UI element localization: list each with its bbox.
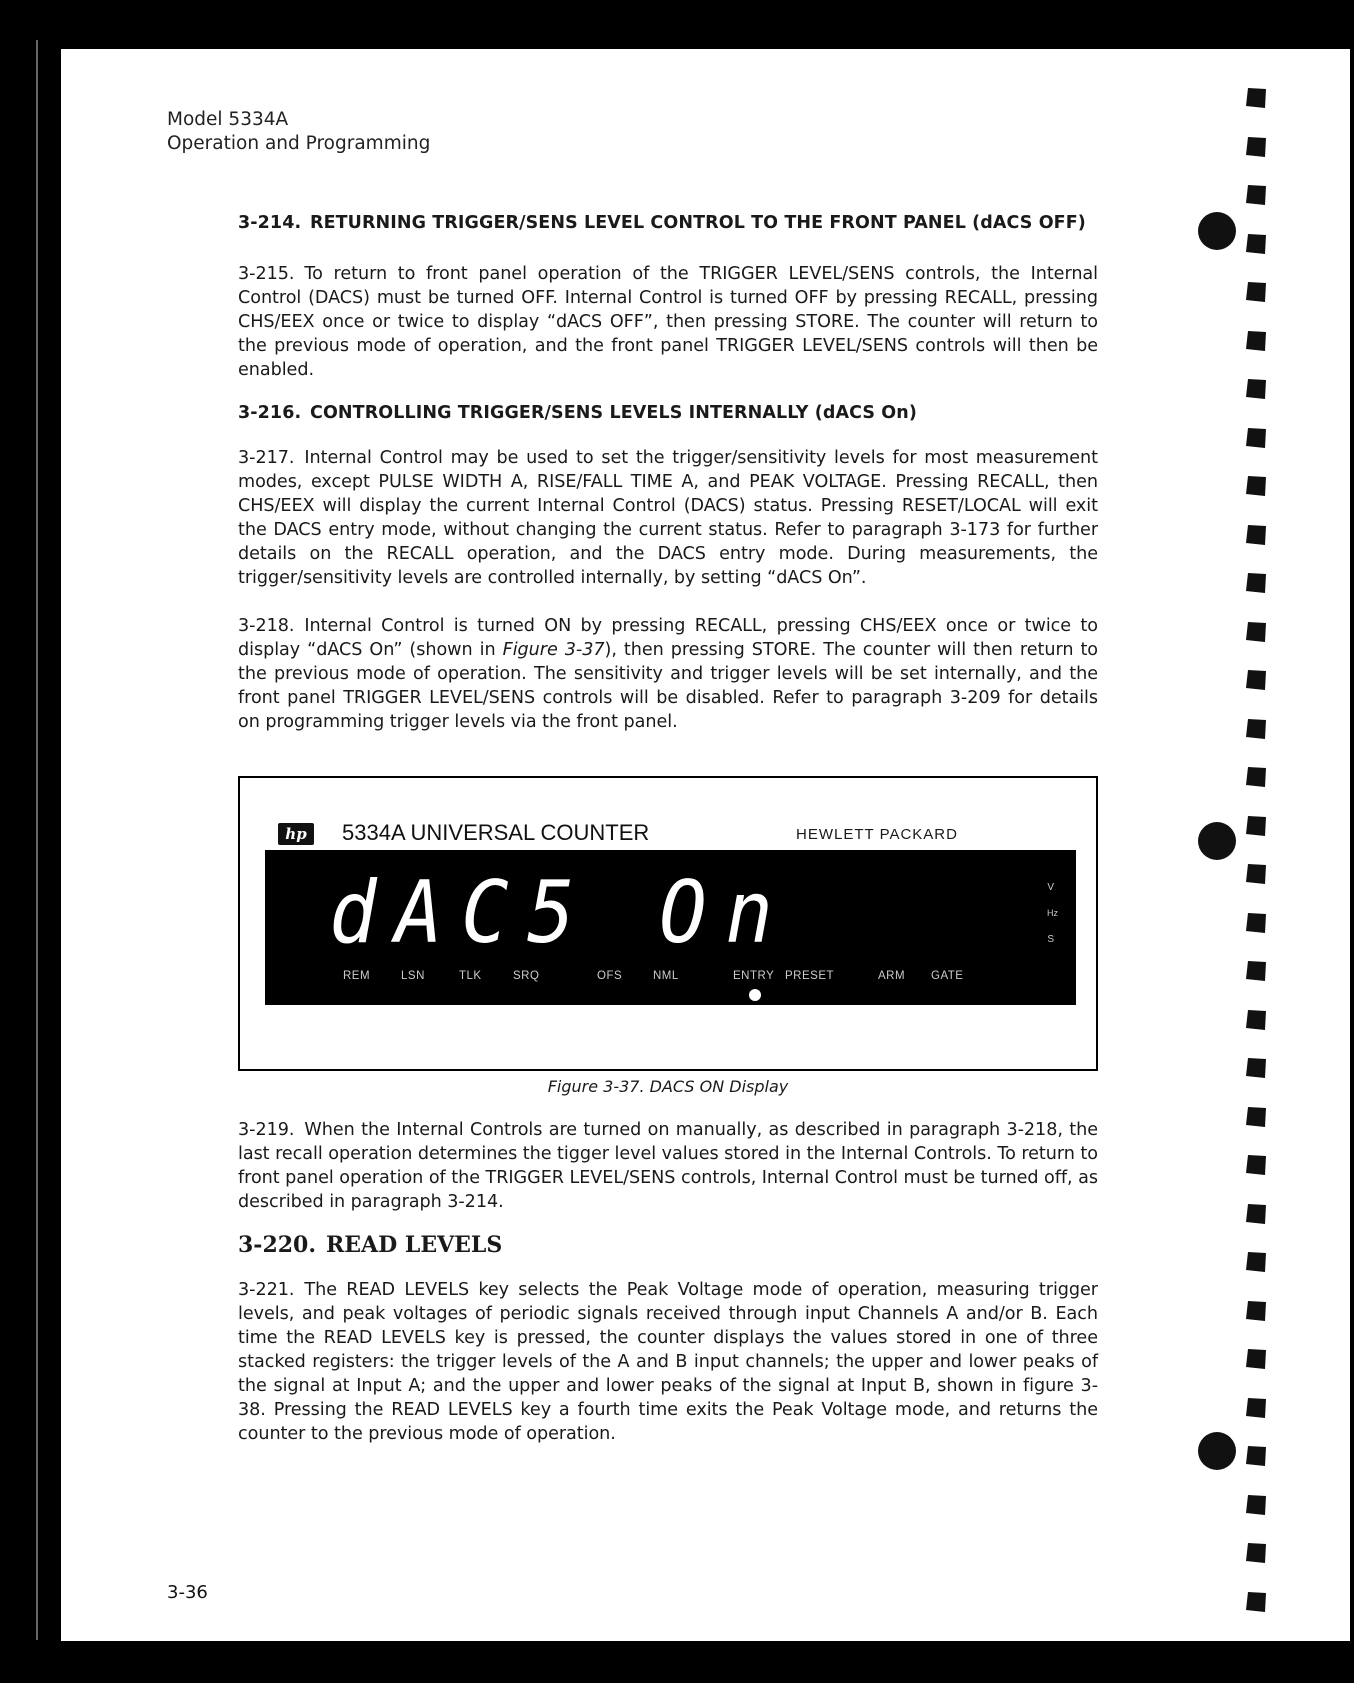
- binding-mark: [1246, 379, 1266, 399]
- binding-mark: [1246, 1301, 1266, 1321]
- section-heading-3-216: [238, 402, 1098, 424]
- binding-mark: [1246, 1398, 1266, 1418]
- figure-3-37: [238, 776, 1098, 1071]
- binding-mark: [1246, 767, 1266, 787]
- hp-logo: hp: [278, 823, 314, 845]
- annunciator-rem: REM: [343, 970, 371, 982]
- annunciator-arm: ARM: [878, 970, 906, 982]
- annunciator-srq: SRQ: [513, 970, 540, 982]
- page-content: [238, 212, 1098, 1446]
- annunciator-lsn: LSN: [401, 970, 425, 982]
- annunciator-entry: ENTRY: [733, 970, 775, 982]
- binding-mark: [1246, 573, 1266, 593]
- binding-mark: [1246, 622, 1266, 642]
- binding-mark: [1246, 816, 1266, 836]
- binding-mark: [1246, 476, 1266, 496]
- figure-caption: Figure 3-37. DACS ON Display: [547, 1077, 789, 1096]
- binding-mark: [1246, 1446, 1266, 1466]
- paragraph-number: 3-221.: [238, 1280, 295, 1300]
- paragraph-3-215: [238, 262, 1098, 382]
- binding-mark: [1246, 1204, 1266, 1224]
- section-number: 3-220.: [238, 1232, 317, 1258]
- segment-display-readout: dAC5 On: [329, 863, 792, 963]
- section-number: 3-214.: [238, 213, 302, 233]
- entry-indicator-lamp: [749, 989, 761, 1001]
- binding-mark: [1246, 234, 1266, 254]
- binding-mark: [1246, 282, 1266, 302]
- section-title: READ LEVELS: [326, 1232, 503, 1258]
- binding-mark: [1246, 185, 1266, 205]
- annunciator-ofs: OFS: [597, 970, 623, 982]
- paragraph-text: Internal Control may be used to set the trigger/sensitivity levels for most measurement modes, except PULSE WIDTH A, RISE/FALL TIME A, and PEAK VOLTAGE. Pressing RECALL, then CHS/EEX will display the current Internal Control (DACS) status. Pressing RESET/LOCAL will exit the DACS entry mode, without changing the current status. Refer to paragraph 3-173 for further details on the RECALL operation, and the DACS entry mode. During measurements, the trigger/sensitivity levels are controlled internally, by setting “dACS On”.: [238, 448, 1098, 588]
- punch-hole: [1198, 1432, 1236, 1470]
- binding-mark: [1246, 428, 1266, 448]
- section-heading-3-214: [238, 212, 1098, 234]
- binding-mark: [1246, 1495, 1266, 1515]
- binding-mark: [1246, 864, 1266, 884]
- binding-mark: [1246, 1592, 1266, 1612]
- paragraph-number: 3-218.: [238, 616, 295, 636]
- binding-mark: [1246, 1107, 1266, 1127]
- binding-mark: [1246, 1155, 1266, 1175]
- paragraph-3-221: [238, 1278, 1098, 1446]
- unit-seconds: S: [1047, 934, 1054, 945]
- paragraph-number: 3-215.: [238, 264, 295, 284]
- paragraph-3-218: [238, 614, 1098, 734]
- annunciator-tlk: TLK: [459, 970, 482, 982]
- section-heading-3-220: [238, 1232, 1098, 1258]
- binding-mark: [1246, 331, 1266, 351]
- binding-mark: [1246, 88, 1266, 108]
- binder-edge: [36, 40, 38, 1640]
- binding-mark: [1246, 1252, 1266, 1272]
- counter-maker: HEWLETT PACKARD: [796, 826, 958, 843]
- binding-mark: [1246, 670, 1266, 690]
- unit-volts: V: [1047, 882, 1054, 893]
- paragraph-text: When the Internal Controls are turned on manually, as described in paragraph 3-218, the last recall operation determines the tigger level values stored in the Internal Controls. To return to front panel operation of the TRIGGER LEVEL/SENS controls, Internal Control must be turned off, as described in paragraph 3-214.: [238, 1120, 1098, 1212]
- annunciator-preset: PRESET: [785, 970, 835, 982]
- page-number: 3-36: [167, 1582, 208, 1603]
- paragraph-text: To return to front panel operation of the TRIGGER LEVEL/SENS controls, the Internal Control (DACS) must be turned OFF. Internal Control is turned OFF by pressing RECALL, pressing CHS/EEX once or twice to display “dACS OFF”, then pressing STORE. The counter will return to the previous mode of operation, and the front panel TRIGGER LEVEL/SENS controls will then be enabled.: [238, 264, 1098, 380]
- paragraph-number: 3-219.: [238, 1120, 295, 1140]
- counter-display-panel: [265, 850, 1076, 1005]
- binding-mark: [1246, 1010, 1266, 1030]
- paragraph-text-b: ), then pressing STORE. The counter will then return to the previous mode of operation. The sensitivity and trigger levels will be set internally, and the front panel TRIGGER LEVEL/SENS controls will be disabled. Refer to paragraph 3-209 for details on programming trigger levels via the front panel.: [238, 640, 1099, 732]
- paragraph-3-219: [238, 1118, 1098, 1214]
- binding-mark: [1246, 1058, 1266, 1078]
- paragraph-3-217: [238, 446, 1098, 590]
- punch-hole: [1198, 822, 1236, 860]
- counter-model-title: 5334A UNIVERSAL COUNTER: [342, 820, 650, 845]
- counter-brand-row: [278, 822, 1054, 850]
- paragraph-text: The READ LEVELS key selects the Peak Voltage mode of operation, measuring trigger levels, and peak voltages of periodic signals received through input Channels A and/or B. Each time the READ LEVELS key is pressed, the counter displays the values stored in one of three stacked registers: the trigger levels of the A and B input channels; the upper and lower peaks of the signal at Input A; and the upper and lower peaks of the signal at Input B, shown in figure 3-38. Pressing the READ LEVELS key a fourth time exits the Peak Voltage mode, and returns the counter to the previous mode of operation.: [238, 1280, 1098, 1444]
- binding-mark: [1246, 913, 1266, 933]
- annunciator-gate: GATE: [931, 970, 964, 982]
- binding-mark: [1246, 1543, 1266, 1563]
- section-number: 3-216.: [238, 403, 302, 423]
- binding-mark: [1246, 719, 1266, 739]
- unit-hertz: Hz: [1047, 908, 1058, 918]
- punch-hole: [1198, 212, 1236, 250]
- binding-mark: [1246, 1349, 1266, 1369]
- figure-reference: Figure 3-37: [502, 640, 605, 660]
- section-title: CONTROLLING TRIGGER/SENS LEVELS INTERNALLY (dACS On): [310, 403, 917, 423]
- binding-mark: [1246, 137, 1266, 157]
- paragraph-text-a: Internal Control is turned ON by pressing RECALL, pressing CHS/EEX once or twice to display “dACS On” (shown in: [238, 616, 1098, 660]
- header-model: Model 5334A: [167, 109, 289, 130]
- paragraph-number: 3-217.: [238, 448, 295, 468]
- section-title: RETURNING TRIGGER/SENS LEVEL CONTROL TO THE FRONT PANEL (dACS OFF): [310, 213, 1086, 233]
- binding-mark: [1246, 961, 1266, 981]
- annunciator-nml: NML: [653, 970, 679, 982]
- page-header: [167, 108, 430, 156]
- binding-mark: [1246, 525, 1266, 545]
- header-subtitle: Operation and Programming: [167, 133, 431, 154]
